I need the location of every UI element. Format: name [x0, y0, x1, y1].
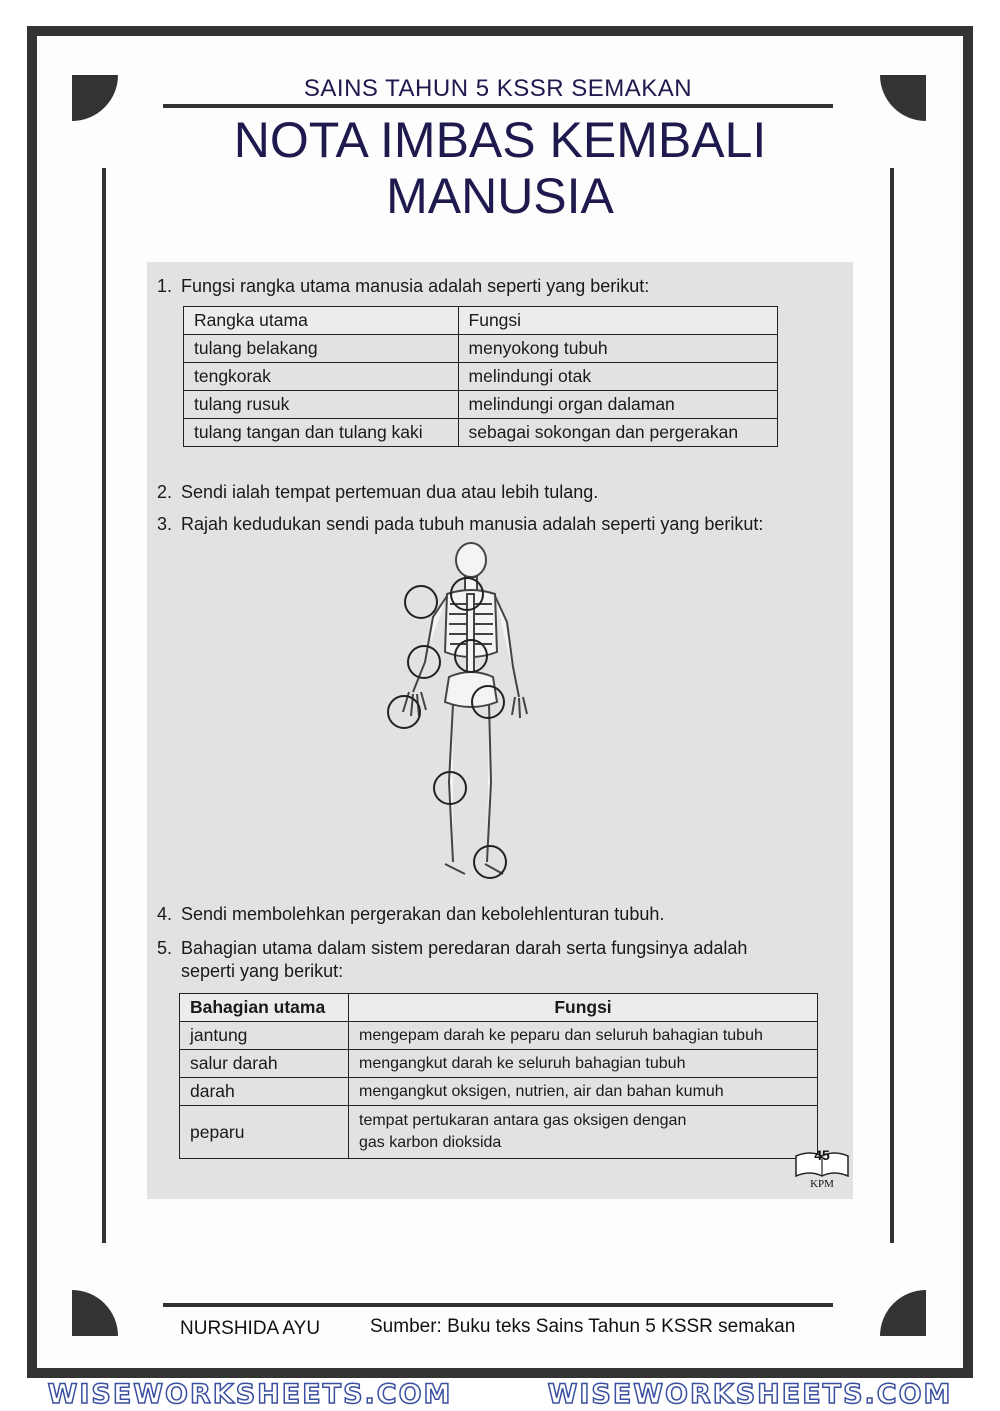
- table-row: [180, 1106, 818, 1159]
- right-border-line: [890, 168, 894, 1243]
- table-cell: tulang tangan dan tulang kaki: [184, 419, 459, 447]
- table-row: [180, 1078, 818, 1106]
- table-cell: tengkorak: [184, 363, 459, 391]
- table-cell: mengepam darah ke peparu dan seluruh bahagian tubuh: [349, 1022, 818, 1050]
- table-row: [184, 419, 778, 447]
- page-title: [120, 112, 880, 224]
- table-cell: darah: [180, 1078, 349, 1106]
- footer-source: Sumber: Buku teks Sains Tahun 5 KSSR semakan: [370, 1316, 796, 1337]
- table-header: Fungsi: [349, 994, 818, 1022]
- table-header: Fungsi: [458, 307, 777, 335]
- page-number: 45: [814, 1147, 830, 1163]
- table-row: [184, 363, 778, 391]
- title-line-1: NOTA IMBAS KEMBALI: [233, 112, 767, 168]
- skeleton-joints-diagram: [387, 542, 537, 892]
- title-line-2: MANUSIA: [386, 168, 614, 224]
- footer-rule: [163, 1303, 833, 1307]
- table-row: [180, 1022, 818, 1050]
- table-cell: mengangkut oksigen, nutrien, air dan bahan kumuh: [349, 1078, 818, 1106]
- header-rule: [163, 104, 833, 108]
- table-cell: tempat pertukaran antara gas oksigen dengan gas karbon dioksida: [349, 1106, 818, 1159]
- circulatory-system-table: [179, 993, 818, 1159]
- table-cell: tulang rusuk: [184, 391, 459, 419]
- footer-author: NURSHIDA AYU: [180, 1318, 321, 1339]
- note-item-5: 5. Bahagian utama dalam sistem peredaran darah serta fungsinya adalah seperti yang berikut:: [157, 938, 748, 981]
- kpm-label: KPM: [810, 1178, 834, 1190]
- table-cell: sebagai sokongan dan pergerakan: [458, 419, 777, 447]
- left-border-line: [102, 168, 106, 1243]
- watermark-text: WISEWORKSHEETS.COM: [47, 1379, 453, 1410]
- table-header-row: [180, 994, 818, 1022]
- textbook-excerpt: [147, 262, 853, 1199]
- header-subtitle: SAINS TAHUN 5 KSSR SEMAKAN: [303, 75, 693, 102]
- note-item-2: 2. Sendi ialah tempat pertemuan dua atau lebih tulang.: [157, 482, 599, 502]
- page-number-badge: [792, 1142, 852, 1192]
- table-cell: melindungi organ dalaman: [458, 391, 777, 419]
- table-cell: peparu: [180, 1106, 349, 1159]
- note-item-4: 4. Sendi membolehkan pergerakan dan kebolehlenturan tubuh.: [157, 904, 665, 924]
- table-header: Bahagian utama: [180, 994, 349, 1022]
- table-row: [184, 335, 778, 363]
- note-item-1: 1. Fungsi rangka utama manusia adalah seperti yang berikut:: [157, 276, 650, 296]
- table-cell: mengangkut darah ke seluruh bahagian tubuh: [349, 1050, 818, 1078]
- table-cell: menyokong tubuh: [458, 335, 777, 363]
- table-row: [180, 1050, 818, 1078]
- table-cell: salur darah: [180, 1050, 349, 1078]
- watermark-banner: [0, 1378, 1000, 1411]
- table-row: [184, 391, 778, 419]
- table-cell: jantung: [180, 1022, 349, 1050]
- skeleton-function-table: [183, 306, 778, 447]
- table-header: Rangka utama: [184, 307, 459, 335]
- watermark-text: WISEWORKSHEETS.COM: [547, 1379, 953, 1410]
- note-item-3: 3. Rajah kedudukan sendi pada tubuh manusia adalah seperti yang berikut:: [157, 514, 764, 534]
- table-cell: melindungi otak: [458, 363, 777, 391]
- table-cell: tulang belakang: [184, 335, 459, 363]
- table-header-row: [184, 307, 778, 335]
